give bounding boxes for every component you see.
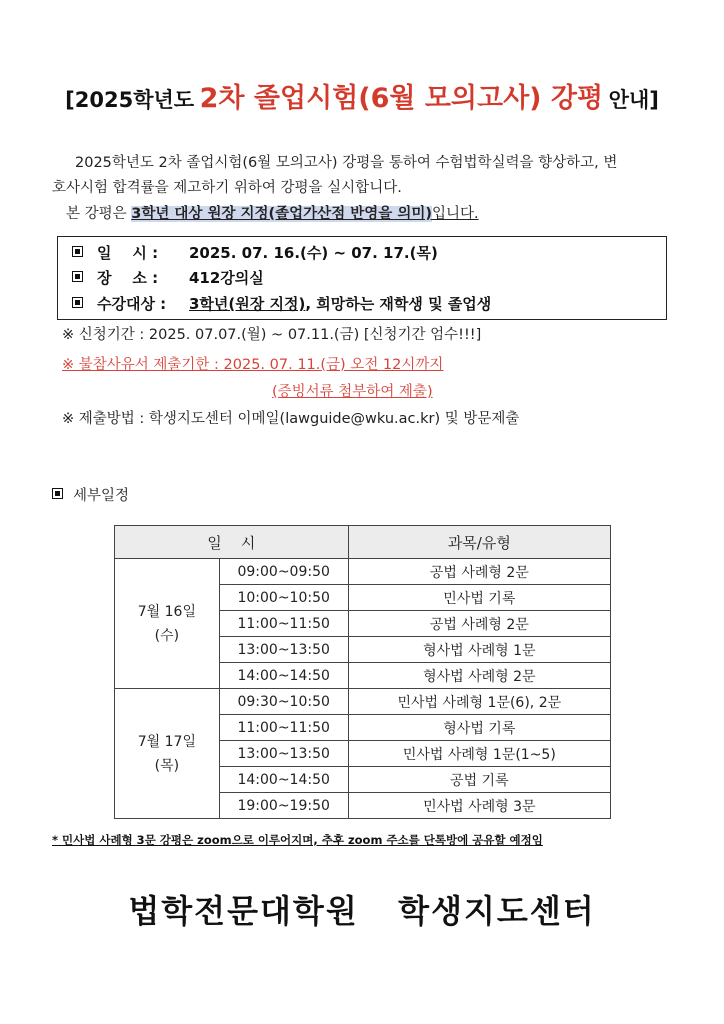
- info-place-row: [72, 267, 264, 288]
- info-box: [57, 236, 667, 320]
- session-subject: 공법 사례형 2문: [348, 611, 610, 637]
- title-suffix: 안내: [608, 88, 650, 112]
- submit-method-note: ※ 제출방법 : 학생지도센터 이메일(lawguide@wku.ac.kr) 및 방문제출: [62, 411, 520, 427]
- session-time: 11:00~11:50: [219, 611, 348, 637]
- title-bracket-open: [: [65, 88, 75, 112]
- zoom-footnote: * 민사법 사례형 3문 강평은 zoom으로 이루어지며, 추후 zoom 주소를 단톡방에 공유할 예정임: [52, 833, 543, 847]
- info-date-row: [72, 242, 438, 263]
- intro-highlight: 3학년 대상 원장 지정(졸업가산점 반영을 의미): [131, 206, 432, 222]
- session-time: 11:00~11:50: [219, 715, 348, 741]
- table-header-row: [115, 526, 611, 559]
- day-cell: [115, 689, 220, 819]
- day-weekday: (목): [154, 757, 180, 774]
- session-subject: 형사법 사례형 1문: [348, 637, 610, 663]
- footer-organization: 법학전문대학원 학생지도센터: [128, 892, 596, 930]
- session-subject: 형사법 사례형 2문: [348, 663, 610, 689]
- intro-line-1: 2025학년도 2차 졸업시험(6월 모의고사) 강평을 통하여 수험법학실력을 향상하고, 변: [75, 155, 618, 171]
- square-bullet-icon: [72, 271, 83, 282]
- info-target-row: [72, 293, 491, 314]
- title-main: 2차 졸업시험(6월 모의고사) 강평: [199, 83, 604, 114]
- info-target-underlined: 3학년(원장 지정): [189, 295, 306, 313]
- day-date: 7월 17일: [137, 733, 196, 750]
- intro-line-3: [66, 201, 479, 227]
- schedule-heading-text: 세부일정: [73, 488, 130, 504]
- square-bullet-icon: [72, 297, 83, 308]
- session-subject: 민사법 기록: [348, 585, 610, 611]
- session-time: 13:00~13:50: [219, 637, 348, 663]
- info-target-label: 수강대상 :: [97, 295, 167, 313]
- apply-period-note: ※ 신청기간 : 2025. 07.07.(월) ~ 07.11.(금) [신청기간 엄수!!!]: [62, 327, 482, 343]
- session-time: 14:00~14:50: [219, 767, 348, 793]
- session-time: 09:30~10:50: [219, 689, 348, 715]
- info-date-value: 2025. 07. 16.(수) ~ 07. 17.(목): [189, 244, 438, 262]
- session-subject: 형사법 기록: [348, 715, 610, 741]
- intro-line-3-suffix: 입니다.: [431, 206, 479, 222]
- title-bracket-close: ]: [649, 88, 659, 112]
- intro-line-3-prefix: 본 강평은: [66, 206, 132, 222]
- session-subject: 민사법 사례형 1문(6), 2문: [348, 689, 610, 715]
- session-time: 10:00~10:50: [219, 585, 348, 611]
- intro-line-2: 호사시험 합격률을 제고하기 위하여 강평을 실시합니다.: [52, 180, 402, 196]
- schedule-table: [114, 525, 611, 819]
- day-date: 7월 16일: [137, 603, 196, 620]
- day-weekday: (수): [154, 627, 180, 644]
- info-place-value: 412강의실: [189, 269, 264, 287]
- schedule-heading: [52, 483, 129, 509]
- session-subject: 공법 사례형 2문: [348, 559, 610, 585]
- info-date-label: 일 시 :: [97, 244, 159, 262]
- session-subject: 민사법 사례형 3문: [348, 793, 610, 819]
- session-time: 19:00~19:50: [219, 793, 348, 819]
- session-subject: 민사법 사례형 1문(1~5): [348, 741, 610, 767]
- square-bullet-icon: [72, 246, 83, 257]
- header-subject: 과목/유형: [348, 526, 610, 559]
- absence-deadline-note: ※ 불참사유서 제출기한 : 2025. 07. 11.(금) 오전 12시까지: [62, 357, 444, 373]
- absence-sub-note: (증빙서류 첨부하여 제출): [272, 384, 433, 400]
- page-title: [0, 76, 724, 115]
- header-datetime: 일 시: [115, 526, 349, 559]
- day-cell: [115, 559, 220, 689]
- title-prefix: 2025학년도: [74, 88, 195, 112]
- session-subject: 공법 기록: [348, 767, 610, 793]
- session-time: 09:00~09:50: [219, 559, 348, 585]
- info-target-rest: , 희망하는 재학생 및 졸업생: [305, 295, 492, 313]
- square-bullet-icon: [52, 488, 63, 499]
- table-row: [115, 689, 611, 715]
- session-time: 13:00~13:50: [219, 741, 348, 767]
- table-row: [115, 559, 611, 585]
- session-time: 14:00~14:50: [219, 663, 348, 689]
- info-place-label: 장 소 :: [97, 269, 159, 287]
